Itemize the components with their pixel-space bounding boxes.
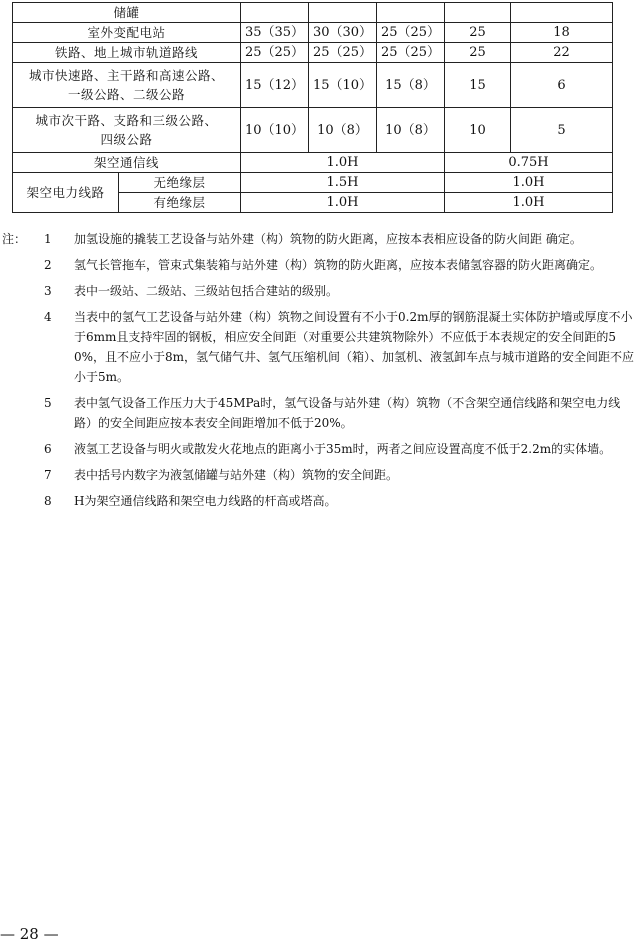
note-number: 7 [44, 468, 52, 482]
table-cell: 1.5H [241, 173, 445, 193]
table-cell [377, 3, 445, 23]
table-cell [445, 3, 511, 23]
table-cell: 35（35） [241, 23, 309, 43]
safety-distance-table [12, 2, 613, 213]
table-cell: 10（8） [377, 108, 445, 153]
table-cell [241, 3, 309, 23]
table-cell: 15（12） [241, 63, 309, 108]
note-item [2, 465, 638, 485]
note-item [2, 393, 638, 433]
note-number: 8 [44, 494, 52, 508]
row-label [13, 108, 241, 153]
table-cell: 30（30） [309, 23, 377, 43]
table-cell: 1.0H [445, 193, 613, 213]
table-cell: 10 [445, 108, 511, 153]
table-cell: 15（8） [377, 63, 445, 108]
table-cell: 25 [445, 23, 511, 43]
row-label-line: 四级公路 [100, 132, 153, 147]
note-item [2, 281, 638, 301]
table-cell: 1.0H [241, 153, 445, 173]
page-number: — 28 — [0, 925, 59, 943]
note-item [2, 307, 638, 387]
note-text: 表中氢气设备工作压力大于45MPa时，氢气设备与站外建（构）筑物（不含架空通信线路和架空电力线路）的安全间距应按本表安全间距增加不低于20%。 [74, 396, 621, 430]
note-text: 加氢设施的撬装工艺设备与站外建（构）筑物的防火距离，应按本表相应设备的防火间距 确定。 [74, 232, 582, 246]
note-text: 液氢工艺设备与明火或散发火花地点的距离小于35m时，两者之间应设置高度不低于2.2m的实体墙。 [74, 442, 612, 456]
note-text: 当表中的氢气工艺设备与站外建（构）筑物之间设置有不小于0.2m厚的钢筋混凝土实体防护墙或厚度不小于6mm且支持牢固的钢板，相应安全间距（对重要公共建筑物除外）不应低于本表规定的安全间距的50%，且不应小于8m，氢气储气井、氢气压缩机间（箱）、加氢机、液氢卸车点与城市道路的安全间距不应小于5m。 [74, 310, 635, 384]
table-cell: 1.0H [445, 173, 613, 193]
sub-row-label: 无绝缘层 [119, 173, 241, 193]
table-cell: 22 [511, 43, 613, 63]
row-label-line: 一级公路、二级公路 [68, 87, 186, 102]
table-row [13, 153, 613, 173]
row-label: 铁路、地上城市轨道路线 [13, 43, 241, 63]
table-cell: 10（10） [241, 108, 309, 153]
table-cell: 25（25） [377, 23, 445, 43]
table-cell: 0.75H [445, 153, 613, 173]
note-number: 5 [44, 396, 52, 410]
table-row [13, 63, 613, 108]
note-item [2, 229, 638, 249]
table-row [13, 3, 613, 23]
row-label: 储罐 [13, 3, 241, 23]
table-cell: 1.0H [241, 193, 445, 213]
note-number: 1 [44, 232, 52, 246]
row-label [13, 63, 241, 108]
note-number: 4 [44, 310, 52, 324]
table-cell: 25 [445, 43, 511, 63]
table-cell: 15（10） [309, 63, 377, 108]
note-text: 氢气长管拖车，管束式集装箱与站外建（构）筑物的防火距离，应按本表储氢容器的防火距离确定。 [74, 258, 603, 272]
table-cell: 25（25） [241, 43, 309, 63]
note-text: 表中一级站、二级站、三级站包括合建站的级别。 [74, 284, 339, 298]
note-item [2, 255, 638, 275]
note-number: 6 [44, 442, 52, 456]
table-cell: 25（25） [377, 43, 445, 63]
table-cell [511, 3, 613, 23]
table-cell: 5 [511, 108, 613, 153]
note-text: H为架空通信线路和架空电力线路的杆高或塔高。 [74, 494, 337, 508]
row-label: 架空电力线路 [13, 173, 119, 213]
notes-prefix: 注： [2, 232, 27, 246]
table-cell: 18 [511, 23, 613, 43]
row-label: 架空通信线 [13, 153, 241, 173]
table-cell: 10（8） [309, 108, 377, 153]
row-label-line: 城市次干路、支路和三级公路、 [35, 113, 218, 128]
table-cell: 6 [511, 63, 613, 108]
row-label-line: 城市快速路、主干路和高速公路、 [29, 68, 225, 83]
notes-section [2, 229, 638, 517]
table-cell: 25（25） [309, 43, 377, 63]
note-number: 3 [44, 284, 52, 298]
table-row [13, 173, 613, 193]
note-number: 2 [44, 258, 52, 272]
note-item [2, 439, 638, 459]
sub-row-label: 有绝缘层 [119, 193, 241, 213]
table-cell: 15 [445, 63, 511, 108]
table-row [13, 23, 613, 43]
note-item [2, 491, 638, 511]
note-text: 表中括号内数字为液氢储罐与站外建（构）筑物的安全间距。 [74, 468, 399, 482]
table-row [13, 43, 613, 63]
row-label: 室外变配电站 [13, 23, 241, 43]
table-cell [309, 3, 377, 23]
table-row [13, 108, 613, 153]
